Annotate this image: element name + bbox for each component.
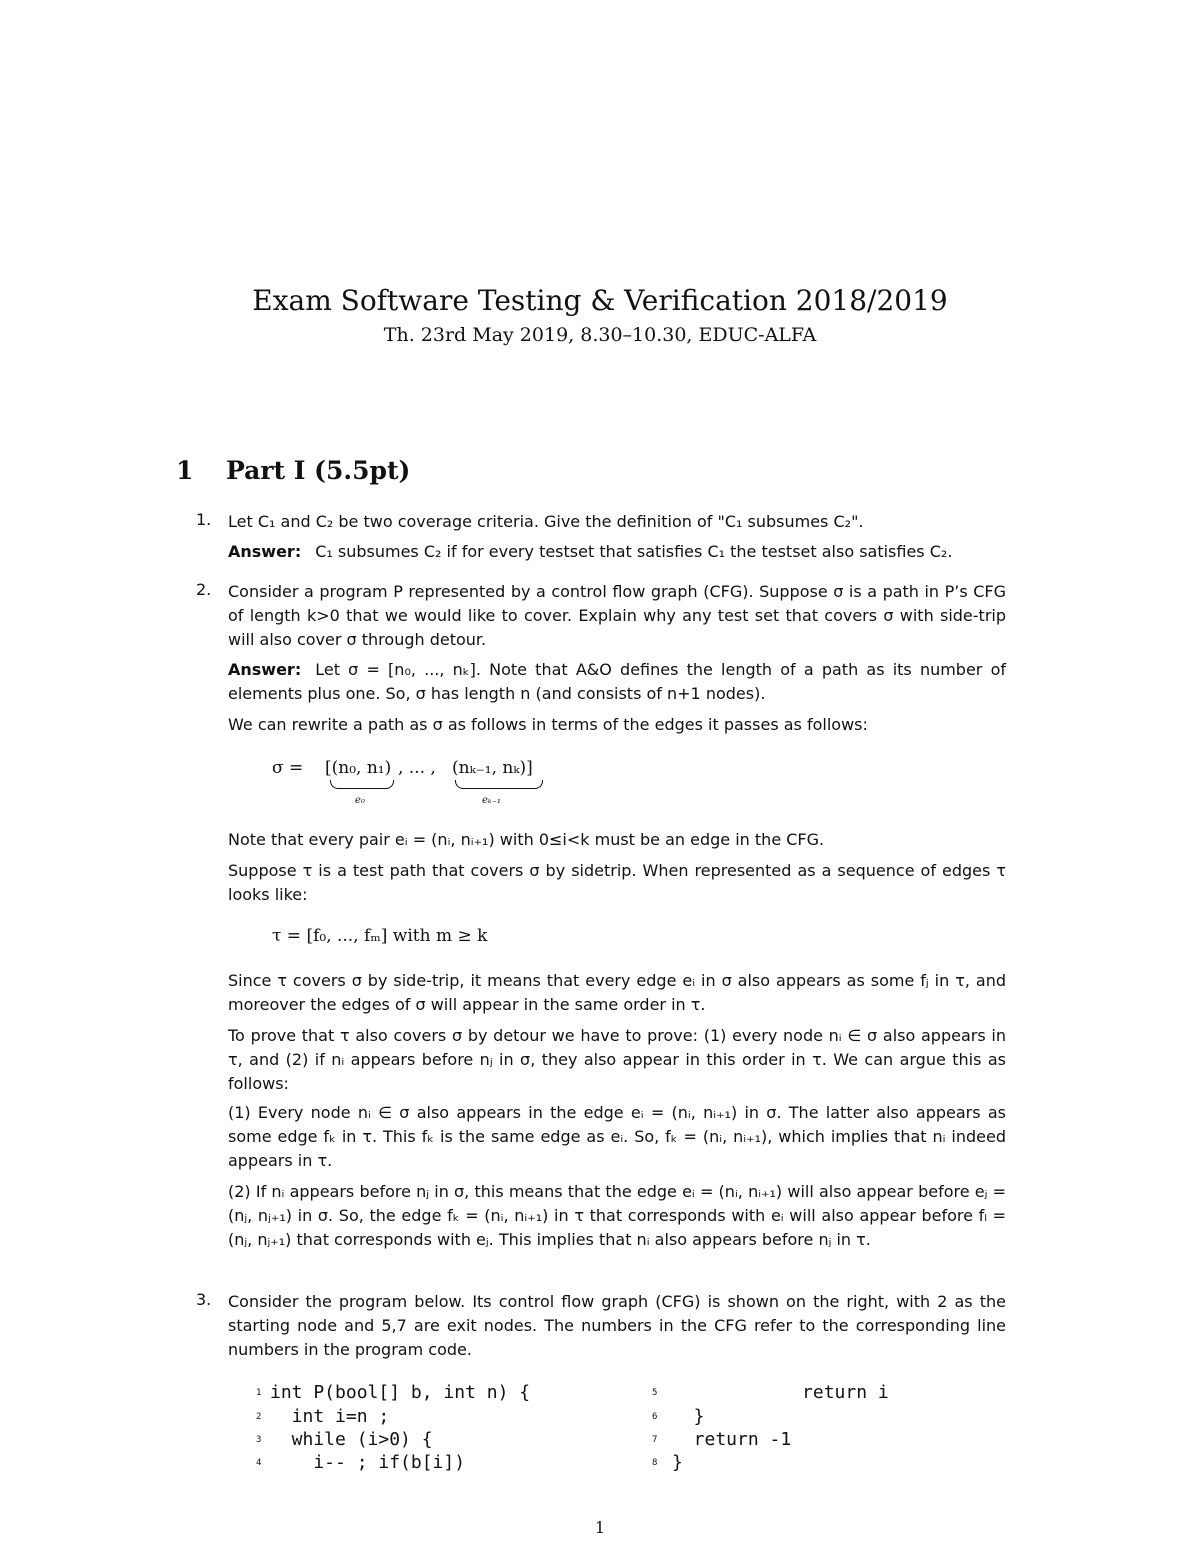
answer-text: Let σ = [n₀, ..., nₖ]. Note that A&O defines the length of a path as its number of elements plus one. So, σ has length n (and consists of n+1 nodes). — [228, 660, 1006, 703]
equation-tau: τ = [f₀, ..., fₘ] with m ≥ k — [272, 926, 488, 946]
question-number: 2. — [196, 580, 212, 599]
question-text: Let C₁ and C₂ be two coverage criteria. Give the definition of "C₁ subsumes C₂". — [228, 512, 864, 531]
line-number: 4 — [256, 1458, 262, 1468]
equation-sigma — [272, 758, 303, 778]
section-title: Part I (5.5pt) — [226, 456, 411, 485]
equation-lhs: σ = — [272, 758, 304, 778]
exam-title: Exam Software Testing & Verification 2018/2019 — [252, 284, 948, 317]
line-number: 1 — [256, 1388, 262, 1398]
equation-part-1: [(n₀, n₁) — [325, 758, 392, 778]
line-number: 5 — [652, 1388, 658, 1398]
line-number: 3 — [256, 1435, 262, 1445]
question-1 — [196, 510, 1006, 534]
code-text: } — [672, 1452, 683, 1473]
question-number: 1. — [196, 510, 212, 529]
line-number: 2 — [256, 1412, 262, 1422]
page-number: 1 — [594, 1518, 606, 1537]
paragraph: We can rewrite a path as σ as follows in terms of the edges it passes as follows: — [228, 715, 868, 734]
section-number: 1 — [176, 456, 194, 485]
code-text: int i=n ; — [270, 1406, 390, 1427]
underbrace-1 — [330, 780, 394, 789]
code-text: return i — [672, 1382, 889, 1403]
question-number: 3. — [196, 1290, 212, 1309]
equation-ellipsis: , ... , — [398, 758, 436, 778]
code-text: return -1 — [672, 1429, 792, 1450]
line-number: 7 — [652, 1435, 658, 1445]
answer-text: C₁ subsumes C₂ if for every testset that satisfies C₁ the testset also satisfies C₂. — [315, 542, 953, 561]
question-2 — [196, 580, 1006, 652]
question-3 — [196, 1290, 1006, 1362]
code-text: int P(bool[] b, int n) { — [270, 1382, 531, 1403]
line-number: 8 — [652, 1458, 658, 1468]
line-number: 6 — [652, 1412, 658, 1422]
brace-label-1: e₀ — [355, 795, 365, 806]
equation-part-2: (nₖ₋₁, nₖ)] — [452, 758, 533, 778]
paragraph: Note that every pair eᵢ = (nᵢ, nᵢ₊₁) with 0≤i<k must be an edge in the CFG. — [228, 830, 825, 849]
answer-2 — [228, 658, 1006, 706]
underbrace-2 — [455, 780, 543, 789]
paragraph: Since τ covers σ by side-trip, it means that every edge eᵢ in σ also appears as some fⱼ in τ, and moreover the edges of σ will appear in the same order in τ. — [228, 971, 1006, 1014]
code-text: } — [672, 1406, 705, 1427]
section-heading — [176, 456, 410, 485]
paragraph: (1) Every node nᵢ ∈ σ also appears in the edge eᵢ = (nᵢ, nᵢ₊₁) in σ. The latter also appears as some edge fₖ in τ. This fₖ is the same edge as eᵢ. So, fₖ = (nᵢ, nᵢ₊₁), which implies that nᵢ indeed appears in τ. — [228, 1103, 1006, 1170]
question-text: Consider a program P represented by a control flow graph (CFG). Suppose σ is a path in P’s CFG of length k>0 that we would like to cover. Explain why any test set that covers σ with side-trip will also cover σ through detour. — [228, 582, 1006, 649]
question-text: Consider the program below. Its control flow graph (CFG) is shown on the right, with 2 as the starting node and 5,7 are exit nodes. The numbers in the CFG refer to the corresponding line numbers in the program code. — [228, 1292, 1006, 1359]
code-text: i-- ; if(b[i]) — [270, 1452, 466, 1473]
code-text: while (i>0) { — [270, 1429, 433, 1450]
answer-label: Answer: — [228, 660, 302, 679]
answer-label: Answer: — [228, 542, 302, 561]
paragraph: To prove that τ also covers σ by detour we have to prove: (1) every node nᵢ ∈ σ also appears in τ, and (2) if nᵢ appears before nⱼ in σ, they also appear in this order in τ. We can argue this as follows: — [228, 1026, 1006, 1093]
paragraph: (2) If nᵢ appears before nⱼ in σ, this means that the edge eᵢ = (nᵢ, nᵢ₊₁) will also appear before eⱼ = (nⱼ, nⱼ₊₁) in σ. So, the edge fₖ = (nᵢ, nᵢ₊₁) in τ that corresponds with eᵢ will also appear before fₗ = (nⱼ, nⱼ₊₁) that corresponds with eⱼ. This implies that nᵢ also appears before nⱼ in τ. — [228, 1182, 1006, 1249]
exam-subtitle: Th. 23rd May 2019, 8.30–10.30, EDUC-ALFA — [383, 324, 817, 346]
answer-1 — [228, 540, 1006, 564]
paragraph: Suppose τ is a test path that covers σ by sidetrip. When represented as a sequence of edges τ looks like: — [228, 861, 1006, 904]
brace-label-2: eₖ₋₁ — [482, 795, 501, 806]
